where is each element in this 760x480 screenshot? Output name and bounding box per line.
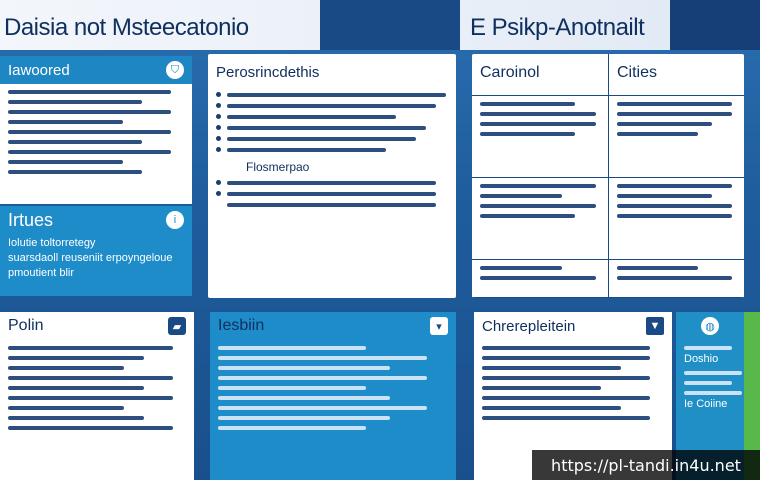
text-line <box>617 102 732 106</box>
page-title-left: Daisia not Msteecatonio <box>4 14 249 41</box>
text-line <box>218 426 366 430</box>
table-cell <box>609 260 744 298</box>
text-line <box>480 276 596 280</box>
text-line <box>482 356 650 360</box>
text-line <box>482 376 650 380</box>
text-line <box>617 194 712 198</box>
side-line-2: Ie Coiine <box>684 398 728 410</box>
text-line <box>218 376 427 380</box>
bullet-icon <box>216 191 221 196</box>
status-line-1: Iolutie toltorretegy <box>8 237 96 249</box>
table-cell <box>472 260 609 298</box>
text-line <box>480 214 575 218</box>
text-line <box>218 366 390 370</box>
text-line <box>480 122 596 126</box>
text-line <box>684 391 742 395</box>
text-line <box>8 150 171 154</box>
list-item <box>216 114 456 119</box>
text-line <box>684 371 742 375</box>
list-item <box>216 125 456 130</box>
bullet-icon <box>216 114 221 119</box>
table-cell <box>609 178 744 260</box>
text-line <box>227 137 416 141</box>
text-line <box>8 140 142 144</box>
process-panel-header <box>208 58 456 86</box>
list-item <box>216 103 456 108</box>
text-line <box>218 406 427 410</box>
text-line <box>227 115 396 119</box>
list-item <box>216 92 456 97</box>
control-grid <box>472 54 744 298</box>
text-line <box>8 406 124 410</box>
text-line <box>482 346 650 350</box>
column-panel <box>0 312 194 480</box>
text-line <box>227 181 436 185</box>
bullet-icon <box>216 103 221 108</box>
list-item <box>216 202 456 207</box>
control-col2-header <box>609 54 744 96</box>
globe-icon: ◍ <box>701 317 719 335</box>
bullet-icon <box>216 136 221 141</box>
control-col1-title: Caroinol <box>480 64 540 81</box>
design-panel-title: Iesbiin <box>218 317 265 334</box>
keyword-panel <box>0 56 192 204</box>
list-item <box>216 191 456 196</box>
side-panel-header <box>676 312 744 340</box>
design-panel-header <box>210 312 456 340</box>
bullet-icon <box>216 147 221 152</box>
text-line <box>480 132 575 136</box>
text-line <box>617 122 712 126</box>
text-line <box>8 160 123 164</box>
text-line <box>8 416 144 420</box>
text-line <box>227 192 436 196</box>
list-item <box>216 180 456 185</box>
control-col1-header <box>472 54 609 96</box>
top-band-accent <box>320 0 460 50</box>
text-line <box>8 356 144 360</box>
table-cell <box>472 178 609 260</box>
page-title-right: E Psikp-Anotnailt <box>470 14 645 41</box>
text-line <box>218 386 366 390</box>
text-line <box>684 346 732 350</box>
text-line <box>617 184 732 188</box>
bullet-icon <box>216 125 221 130</box>
status-line-3: pmoutient blir <box>8 267 75 279</box>
bookmark-icon: ▼ <box>646 317 664 335</box>
keyword-panel-header <box>0 56 192 84</box>
process-panel <box>208 54 456 298</box>
text-line <box>8 100 142 104</box>
column-panel-header <box>0 312 194 340</box>
text-line <box>480 266 562 270</box>
text-line <box>8 90 171 94</box>
text-line <box>218 416 390 420</box>
text-line <box>684 381 732 385</box>
watermark-url: https://pl-tandi.in4u.net <box>532 450 760 480</box>
design-panel <box>210 312 456 480</box>
text-line <box>617 266 698 270</box>
status-line-2: suarsdaoll reuseniit erpoyngeloue <box>8 252 173 264</box>
keyword-panel-title: Iawoored <box>8 61 70 79</box>
text-line <box>227 126 426 130</box>
bullet-icon <box>216 92 221 97</box>
process-subheader: Flosmerpao <box>246 160 310 174</box>
text-line <box>8 120 123 124</box>
text-line <box>8 396 173 400</box>
text-line <box>480 204 596 208</box>
table-cell <box>609 96 744 178</box>
text-line <box>480 194 562 198</box>
process-panel-title: Perosrincdethis <box>216 63 320 81</box>
text-line <box>227 203 436 207</box>
text-line <box>218 356 427 360</box>
bullet-icon <box>216 180 221 185</box>
text-line <box>227 104 436 108</box>
status-panel-header <box>0 206 192 234</box>
side-line-1: Doshio <box>684 353 719 365</box>
text-line <box>482 386 601 390</box>
shield-icon: ⛉ <box>166 61 184 79</box>
chevron-icon: ▾ <box>430 317 448 335</box>
text-line <box>8 376 173 380</box>
text-line <box>480 112 596 116</box>
text-line <box>218 396 390 400</box>
list-item <box>216 136 456 141</box>
text-line <box>8 346 173 350</box>
text-line <box>480 102 575 106</box>
text-line <box>482 396 650 400</box>
status-panel <box>0 206 192 296</box>
column-panel-title: Polin <box>8 317 44 334</box>
text-line <box>8 110 171 114</box>
text-line <box>227 148 386 152</box>
text-line <box>8 130 171 134</box>
folder-icon: ▰ <box>168 317 186 335</box>
text-line <box>227 93 446 97</box>
text-line <box>480 184 596 188</box>
overview-panel-header <box>474 312 672 340</box>
text-line <box>8 366 124 370</box>
info-icon: i <box>166 211 184 229</box>
text-line <box>482 406 621 410</box>
text-line <box>8 386 144 390</box>
text-line <box>617 204 732 208</box>
text-line <box>617 112 732 116</box>
overview-panel-title: Chrerepleitein <box>482 317 576 335</box>
text-line <box>617 214 732 218</box>
text-line <box>482 366 621 370</box>
text-line <box>8 426 173 430</box>
control-col2-title: Cities <box>617 64 658 81</box>
status-panel-title: Irtues <box>8 209 54 230</box>
control-panel <box>472 54 744 298</box>
top-band-accent-right <box>670 0 760 50</box>
text-line <box>482 416 650 420</box>
table-cell <box>472 96 609 178</box>
text-line <box>617 132 698 136</box>
text-line <box>218 346 366 350</box>
text-line <box>8 170 142 174</box>
text-line <box>617 276 732 280</box>
